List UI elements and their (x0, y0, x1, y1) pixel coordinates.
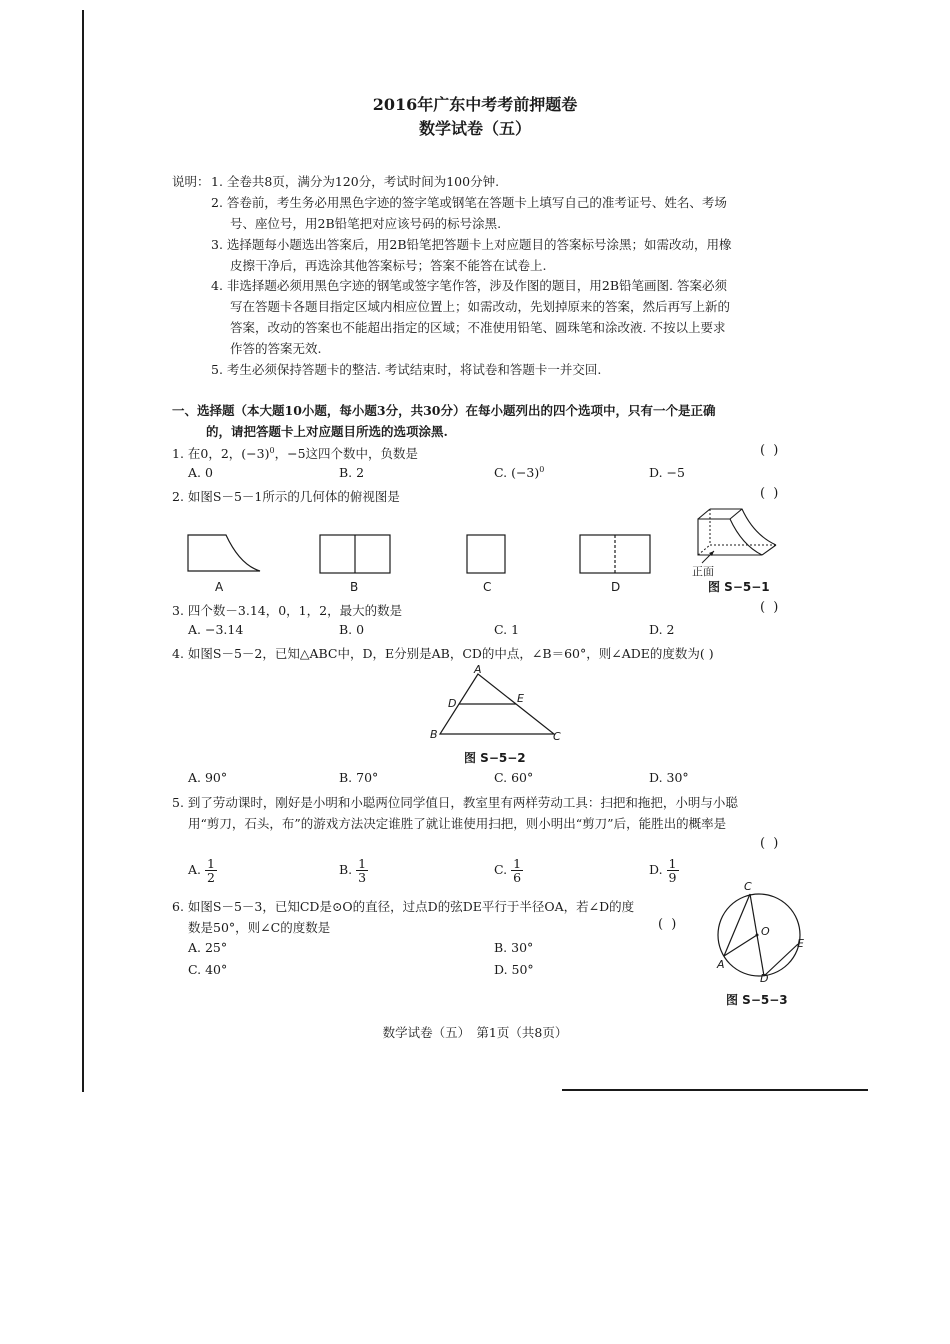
circle-point-a-label: A (717, 958, 725, 971)
q3-option-d: D. 2 (649, 622, 675, 637)
q5-option-b (339, 857, 368, 884)
figure-s-5-1-solid (690, 505, 785, 570)
q4-option-c: C. 60° (494, 770, 534, 785)
q1-option-c-sup: 0 (539, 465, 545, 474)
instruction-line: 作答的答案无效. (230, 341, 322, 356)
figure-s-5-3-circle (714, 890, 804, 980)
q6-option-c: C. 40° (188, 962, 228, 977)
circle-point-o-label: O (761, 925, 770, 938)
q4-option-a: A. 90° (188, 770, 228, 785)
instruction-line: 4. 非选择题必须用黑色字迹的钢笔或签字笔作答，涉及作图的题目，用2B铅笔画图. 答案必须 (211, 278, 727, 293)
q2-option-b-shape (320, 535, 392, 575)
page-footer: 数学试卷（五） 第1页（共8页） (382, 1025, 568, 1040)
q3-option-c: C. 1 (494, 622, 520, 637)
answer-paren: ( ) (658, 917, 679, 932)
q4-option-b: B. 70° (339, 770, 379, 785)
answer-paren: ( ) (760, 836, 781, 851)
exam-title: 2016年广东中考考前押题卷 (372, 95, 578, 114)
q2-option-d-shape (580, 535, 652, 575)
q5-option-a (188, 857, 217, 884)
circle-point-c-label: C (744, 880, 752, 893)
circle-point-d-label: D (760, 972, 769, 985)
point-a-label: A (474, 663, 482, 676)
instruction-line: 号、座位号，用2B铅笔把对应该号码的标号涂黑. (230, 216, 502, 231)
q2-option-a-shape (188, 535, 262, 573)
section-heading: 一、选择题（本大题10小题，每小题3分，共30分）在每小题列出的四个选项中，只有一个是正确 (172, 403, 716, 418)
question-2-stem: 2. 如图S－5－1所示的几何体的俯视图是 (172, 489, 400, 504)
fraction-numerator: 1 (513, 856, 522, 871)
point-d-label: D (448, 697, 457, 710)
fraction-numerator: 1 (207, 856, 215, 871)
q5-option-c (494, 857, 523, 884)
figure-front-label: 正面 (692, 565, 714, 578)
q6-option-a: A. 25° (188, 940, 228, 955)
point-c-label: C (553, 730, 561, 743)
figure-s-5-1-caption: 图 S−5−1 (708, 580, 770, 594)
q5-option-b-label: B. (339, 862, 353, 877)
fraction-denominator: 2 (207, 870, 215, 885)
q1-stem-sup: 0 (269, 445, 275, 455)
instruction-line: 3. 选择题每小题选出答案后，用2B铅笔把答题卡上对应题目的答案标号涂黑；如需改动，用橡 (211, 237, 732, 252)
figure-s-5-2-triangle (440, 670, 560, 740)
point-b-label: B (430, 728, 438, 741)
q5-option-b-fraction (356, 857, 368, 884)
question-1-stem (172, 444, 418, 462)
section-heading: 的，请把答题卡上对应题目所选的选项涂黑. (206, 424, 448, 439)
instruction-line: 1. 全卷共8页，满分为120分，考试时间为100分钟. (211, 174, 500, 189)
q4-option-d: D. 30° (649, 770, 689, 785)
left-margin-line (82, 10, 84, 1092)
q3-option-b: B. 0 (339, 622, 365, 637)
instruction-line: 皮擦干净后，再选涂其他答案标号；答案不能答在试卷上. (230, 258, 547, 273)
question-5-line: 用“剪刀，石头，布”的游戏方法决定谁胜了就让谁使用扫把，则小明出“剪刀”后，能胜出的概率是 (188, 816, 727, 831)
fraction-denominator: 6 (513, 870, 522, 885)
fraction-numerator: 1 (668, 856, 677, 871)
q2-option-b-label: B (350, 580, 359, 594)
fraction-numerator: 1 (358, 856, 367, 871)
instruction-line: 2. 答卷前，考生务必用黑色字迹的签字笔或钢笔在答题卡上填写自己的准考证号、姓名、考场 (211, 195, 727, 210)
instruction-line: 写在答题卡各题目指定区域内相应位置上；如需改动，先划掉原来的答案，然后再写上新的 (230, 299, 731, 314)
instructions-label: 说明： (172, 174, 210, 189)
q5-option-a-label: A. (188, 862, 202, 877)
answer-paren: ( ) (760, 486, 781, 501)
q6-option-b: B. 30° (494, 940, 534, 955)
q2-option-c-shape (467, 535, 507, 575)
q2-option-d-label: D (611, 580, 621, 594)
instruction-line: 答案，改动的答案也不能超出指定的区域；不准使用铅笔、圆珠笔和涂改液. 不按以上要求 (230, 320, 726, 335)
question-4-stem: 4. 如图S－5－2，已知△ABC中，D，E分别是AB，CD的中点，∠B＝60°，则∠ADE的度数为( ) (172, 646, 714, 661)
q1-stem-text: 1. 在0，2，(−3) (172, 446, 270, 461)
q5-option-d-label: D. (649, 862, 663, 877)
q3-option-a: A. −3.14 (188, 622, 244, 637)
answer-paren: ( ) (760, 443, 781, 458)
q1-option-c (494, 465, 544, 480)
answer-paren: ( ) (760, 600, 781, 615)
fraction-denominator: 3 (358, 870, 367, 885)
q5-option-d-fraction (667, 857, 679, 884)
circle-point-e-label: E (797, 937, 804, 950)
fraction-denominator: 9 (668, 870, 677, 885)
figure-s-5-3-caption: 图 S−5−3 (726, 993, 788, 1007)
q1-option-a: A. 0 (188, 465, 213, 480)
question-6-line: 6. 如图S－5－3，已知CD是⊙O的直径，过点D的弦DE平行于半径OA，若∠D的度 (172, 899, 635, 914)
question-6-line: 数是50°，则∠C的度数是 (188, 920, 331, 935)
figure-s-5-2-caption: 图 S−5−2 (464, 751, 526, 765)
point-e-label: E (517, 692, 524, 705)
instruction-line: 5. 考生必须保持答题卡的整洁. 考试结束时，将试卷和答题卡一并交回. (211, 362, 602, 377)
q5-option-d (649, 857, 679, 884)
exam-subtitle: 数学试卷（五） (418, 119, 531, 138)
q5-option-c-label: C. (494, 862, 508, 877)
q1-stem-text: ，−5这四个数中，负数是 (274, 446, 419, 461)
bottom-right-line (562, 1089, 868, 1091)
q6-option-d: D. 50° (494, 962, 534, 977)
q1-option-b: B. 2 (339, 465, 365, 480)
q1-option-c-text: C. (−3) (494, 465, 540, 481)
q5-option-c-fraction (511, 857, 523, 884)
question-3-stem: 3. 四个数－3.14，0，1，2，最大的数是 (172, 603, 403, 618)
q1-option-d: D. −5 (649, 465, 685, 480)
question-5-line: 5. 到了劳动课时，刚好是小明和小聪两位同学值日，教室里有两样劳动工具：扫把和拖把，小明与小聪 (172, 795, 738, 810)
q2-option-c-label: C (483, 580, 492, 594)
q5-option-a-fraction (205, 857, 217, 884)
q2-option-a-label: A (215, 580, 224, 594)
